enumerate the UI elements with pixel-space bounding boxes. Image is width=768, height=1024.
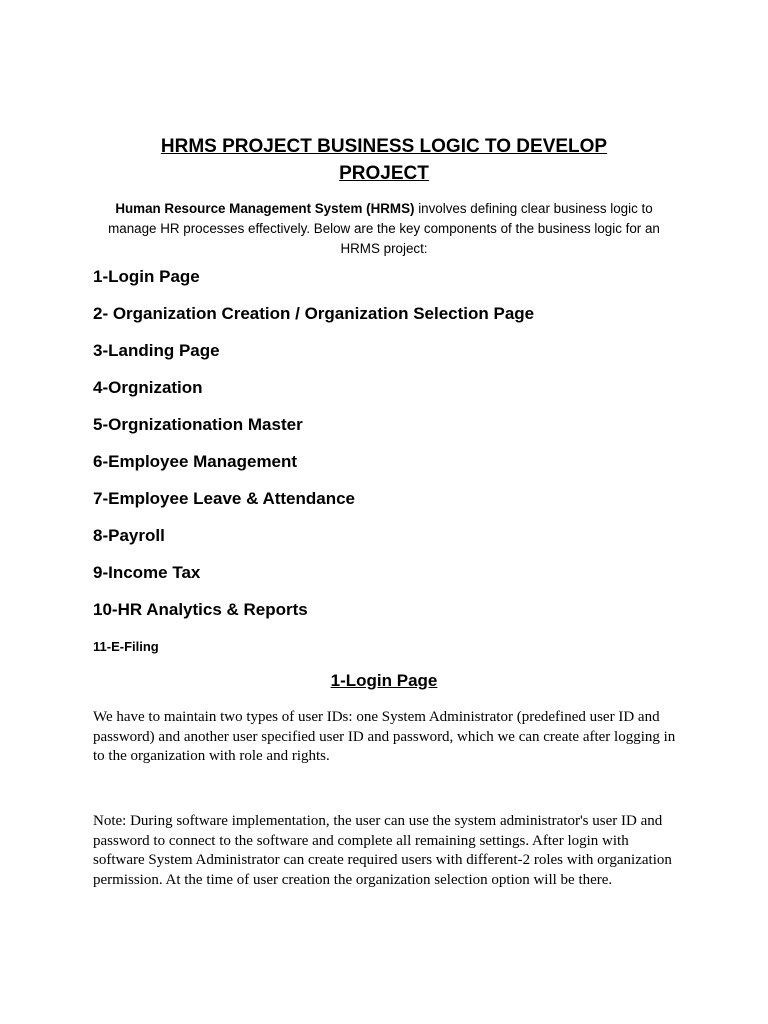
body-paragraph: We have to maintain two types of user IDs: one System Administrator (predefined user ID and password) and another user specified user ID and password, which we can create after logging in to the organization with role and rights. [93, 709, 676, 764]
intro-paragraph [93, 199, 675, 259]
intro-bold-term: Human Resource Management System (HRMS) [115, 201, 415, 216]
contents-item: 8-Payroll [93, 526, 165, 545]
contents-list [93, 266, 534, 658]
contents-item: 1-Login Page [93, 267, 200, 286]
document-title [100, 133, 668, 187]
document-title-line-2: PROJECT [339, 163, 429, 184]
section-heading: 1-Login Page [330, 671, 438, 690]
contents-item: 4-Orgnization [93, 378, 203, 397]
contents-item: 10-HR Analytics & Reports [93, 600, 308, 619]
contents-item: 2- Organization Creation / Organization Selection Page [93, 304, 535, 323]
contents-item: 3-Landing Page [93, 341, 220, 360]
contents-item: 9-Income Tax [93, 563, 201, 582]
contents-item: 5-Orgnizationation Master [93, 415, 303, 434]
intro-text: involves defining clear business logic to manage HR processes effectively. Below are the key components of the business logic for an HRMS project: [108, 201, 660, 256]
contents-item: 11-E-Filing [93, 639, 159, 654]
note-paragraph: Note: During software implementation, the user can use the system administrator's user ID and password to connect to the software and complete all remaining settings. After login with software System Administrator can create required users with different-2 roles with organization permission. At the time of user creation the organization selection option will be there. [93, 813, 672, 888]
contents-item: 6-Employee Management [93, 452, 298, 471]
contents-item: 7-Employee Leave & Attendance [93, 489, 356, 508]
document-title-line-1: HRMS PROJECT BUSINESS LOGIC TO DEVELOP [160, 136, 608, 157]
